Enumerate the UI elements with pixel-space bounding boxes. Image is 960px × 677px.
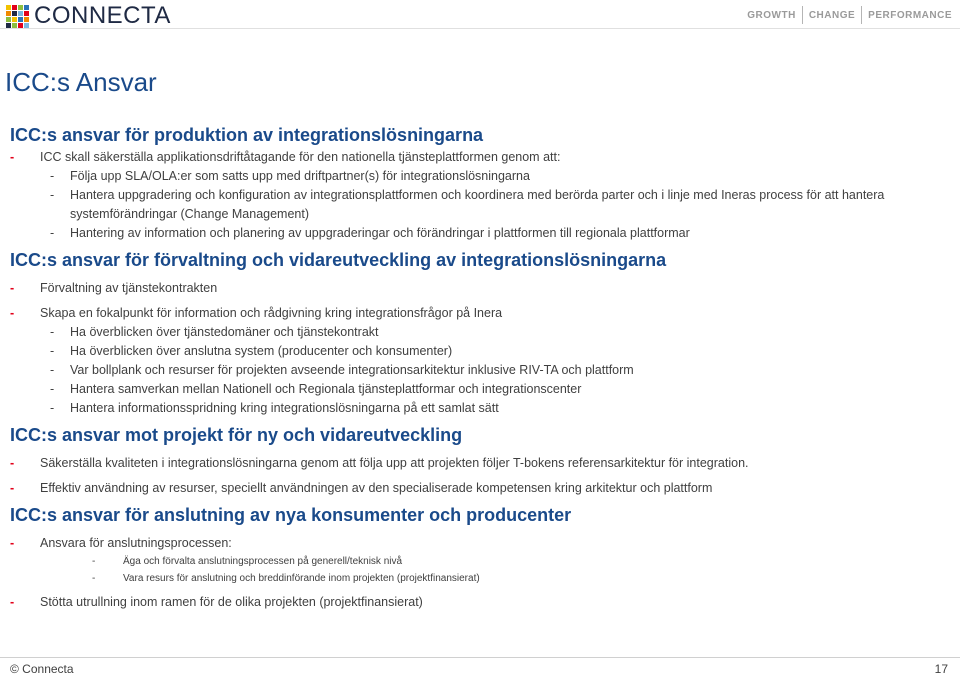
tagline-performance: PERFORMANCE bbox=[868, 9, 952, 21]
logo-square bbox=[6, 23, 11, 28]
bullet-text: Äga och förvalta anslutningsprocessen på generell/teknisk nivå bbox=[123, 556, 403, 567]
logo-square bbox=[24, 17, 29, 22]
section-heading: ICC:s ansvar för förvaltning och vidareutveckling av integrationslösningarna bbox=[10, 250, 667, 270]
bullet-item bbox=[10, 534, 950, 553]
slide-content bbox=[10, 122, 950, 612]
logo-square bbox=[18, 17, 23, 22]
bullet-item bbox=[10, 304, 950, 323]
red-bullet-marker: - bbox=[10, 456, 15, 470]
logo-square bbox=[24, 11, 29, 16]
dash-marker: - bbox=[50, 401, 55, 415]
dash-marker: - bbox=[50, 344, 55, 358]
logo-square bbox=[24, 5, 29, 10]
logo-square bbox=[12, 5, 17, 10]
bullet-text: Förvaltning av tjänstekontrakten bbox=[40, 281, 218, 295]
logo-square bbox=[18, 5, 23, 10]
red-bullet-marker: - bbox=[10, 150, 15, 164]
sub-bullet-item bbox=[10, 323, 950, 342]
section-heading: ICC:s ansvar för anslutning av nya konsumenter och producenter bbox=[10, 505, 572, 525]
bullet-text: Hantering av information och planering av uppgraderingar och förändringar i plattformen till regionala plattformar bbox=[70, 226, 690, 240]
bullet-item bbox=[10, 479, 950, 498]
red-bullet-marker: - bbox=[10, 595, 15, 609]
tagline-divider bbox=[861, 6, 862, 24]
sub-bullet-item bbox=[10, 167, 950, 186]
bullet-text: Stötta utrullning inom ramen för de olika projekten (projektfinansierat) bbox=[40, 595, 423, 609]
red-bullet-marker: - bbox=[10, 306, 15, 320]
bullet-item bbox=[10, 148, 950, 167]
footer-divider bbox=[0, 657, 960, 658]
connecta-logo bbox=[6, 4, 171, 28]
logo-square bbox=[18, 11, 23, 16]
page-title: ICC:s Ansvar bbox=[5, 67, 157, 97]
logo-square bbox=[12, 11, 17, 16]
logo-square bbox=[24, 23, 29, 28]
dash-marker: - bbox=[50, 169, 55, 183]
bullet-text: Säkerställa kvaliteten i integrationslösningarna genom att följa upp att projekten följer T-bokens referensarkitektur för integration. bbox=[40, 456, 749, 470]
red-bullet-marker: - bbox=[10, 281, 15, 295]
bullet-text: ICC skall säkerställa applikationsdriftåtagande för den nationella tjänsteplattformen genom att: bbox=[40, 150, 561, 164]
tagline-change: CHANGE bbox=[808, 9, 856, 21]
bullet-text: Vara resurs för anslutning och breddinförande inom projekten (projektfinansierat) bbox=[123, 573, 480, 584]
page-number: 17 bbox=[934, 662, 948, 676]
tagline bbox=[747, 6, 952, 24]
bullet-text: Ansvara för anslutningsprocessen: bbox=[40, 536, 232, 550]
sub-bullet-item bbox=[10, 342, 950, 361]
section-heading: ICC:s ansvar för produktion av integrationslösningarna bbox=[10, 125, 484, 145]
red-bullet-marker: - bbox=[10, 481, 15, 495]
bullet-item bbox=[10, 593, 950, 612]
header-divider bbox=[0, 28, 960, 29]
bullet-item bbox=[10, 454, 950, 473]
logo-square bbox=[12, 17, 17, 22]
tagline-growth: GROWTH bbox=[747, 9, 796, 21]
sub-bullet-item bbox=[10, 399, 950, 418]
bullet-text: Effektiv användning av resurser, speciellt användningen av den specialiserade kompetensen kring arkitektur och plattform bbox=[40, 481, 713, 495]
logo-square bbox=[18, 23, 23, 28]
logo-text: CONNECTA bbox=[34, 2, 171, 29]
bullet-text: Ha överblicken över tjänstedomäner och tjänstekontrakt bbox=[70, 325, 379, 339]
sub-bullet-item bbox=[10, 380, 950, 399]
tagline-divider bbox=[802, 6, 803, 24]
dash-marker: - bbox=[50, 363, 55, 377]
bullet-text: Hantera informationsspridning kring integrationslösningarna på ett samlat sätt bbox=[70, 401, 499, 415]
logo-square bbox=[12, 23, 17, 28]
dash-marker: - bbox=[92, 556, 96, 567]
bullet-text: Följa upp SLA/OLA:er som satts upp med driftpartner(s) för integrationslösningarna bbox=[70, 169, 530, 183]
sub-bullet-item bbox=[10, 361, 950, 380]
footer-copyright: © Connecta bbox=[10, 662, 74, 676]
logo-square bbox=[6, 11, 11, 16]
bullet-text: Hantera uppgradering och konfiguration av integrationsplattformen och koordinera med berörda parter och i linje med Ineras process för att hantera systemförändringar (Change Management) bbox=[70, 188, 885, 221]
logo-square bbox=[6, 17, 11, 22]
red-bullet-marker: - bbox=[10, 536, 15, 550]
bullet-item bbox=[10, 279, 950, 298]
bullet-text: Ha överblicken över anslutna system (producenter och konsumenter) bbox=[70, 344, 453, 358]
dash-marker: - bbox=[50, 382, 55, 396]
dash-marker: - bbox=[50, 325, 55, 339]
sub-bullet-item bbox=[10, 186, 950, 224]
logo-mark bbox=[6, 5, 29, 28]
bullet-text: Skapa en fokalpunkt för information och rådgivning kring integrationsfrågor på Inera bbox=[40, 306, 503, 320]
bullet-text: Var bollplank och resurser för projekten avseende integrationsarkitektur inklusive RIV-TA och plattform bbox=[70, 363, 634, 377]
dash-marker: - bbox=[92, 573, 96, 584]
logo-square bbox=[6, 5, 11, 10]
section-heading: ICC:s ansvar mot projekt för ny och vidareutveckling bbox=[10, 425, 463, 445]
dash-marker: - bbox=[50, 188, 55, 202]
dash-marker: - bbox=[50, 226, 55, 240]
sub-bullet-item bbox=[10, 224, 950, 243]
bullet-text: Hantera samverkan mellan Nationell och Regionala tjänsteplattformar och integrationscenter bbox=[70, 382, 582, 396]
sub-bullet-item bbox=[10, 553, 950, 570]
sub-bullet-item bbox=[10, 570, 950, 587]
